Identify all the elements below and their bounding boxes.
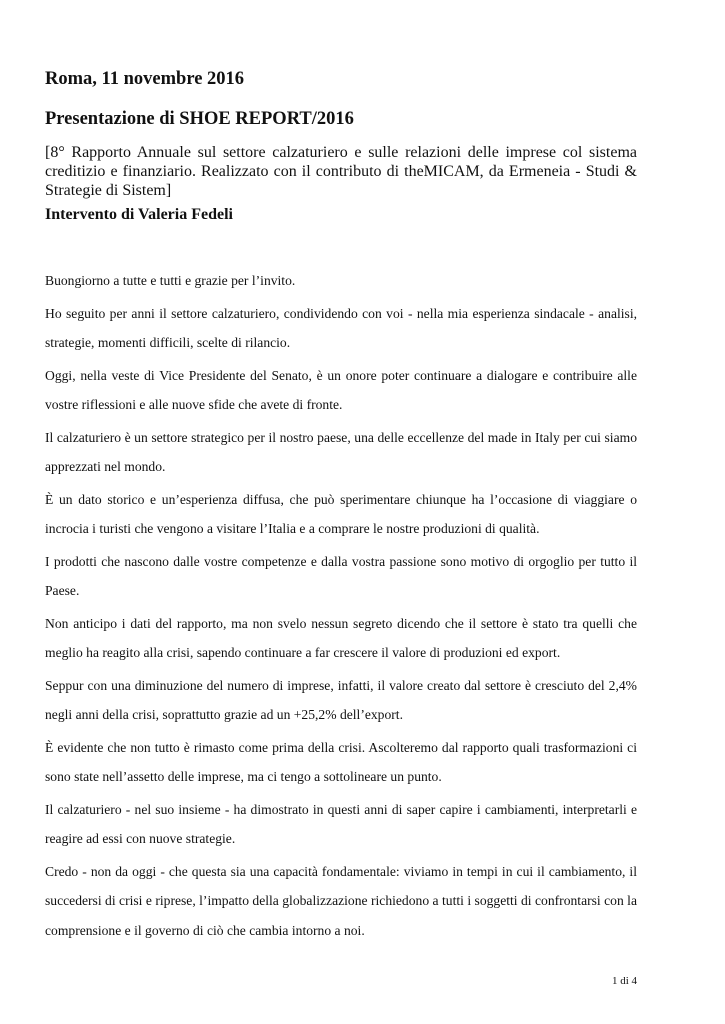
paragraph: Non anticipo i dati del rapporto, ma non svelo nessun segreto dicendo che il settore è stato tra quelli che meglio ha reagito alla crisi, sapendo continuare a far crescere il valore di produzioni ed export. xyxy=(45,615,637,660)
page-number: 1 di 4 xyxy=(611,975,637,987)
paragraph: Oggi, nella veste di Vice Presidente del Senato, è un onore poter continuare a dialogare e contribuire alle vostre riflessioni e alle nuove sfide che avete di fronte. xyxy=(45,367,637,412)
paragraph: Ho seguito per anni il settore calzaturiero, condividendo con voi - nella mia esperienza sindacale - analisi, strategie, momenti difficili, scelte di rilancio. xyxy=(45,305,637,350)
paragraph: Seppur con una diminuzione del numero di imprese, infatti, il valore creato dal settore è cresciuto del 2,4% negli anni della crisi, soprattutto grazie ad un +25,2% dell’export. xyxy=(45,677,637,722)
document-page xyxy=(45,66,637,948)
paragraph: I prodotti che nascono dalle vostre competenze e dalla vostra passione sono motivo di orgoglio per tutto il Paese. xyxy=(45,553,637,598)
paragraph: È evidente che non tutto è rimasto come prima della crisi. Ascolteremo dal rapporto quali trasformazioni ci sono state nell’assetto delle imprese, ma ci tengo a sottolineare un punto. xyxy=(45,739,637,784)
document-title: Presentazione di SHOE REPORT/2016 xyxy=(45,109,354,129)
paragraph: Il calzaturiero è un settore strategico per il nostro paese, una delle eccellenze del made in Italy per cui siamo apprezzati nel mondo. xyxy=(45,429,637,474)
date-line: Roma, 11 novembre 2016 xyxy=(45,69,245,89)
paragraph: È un dato storico e un’esperienza diffusa, che può sperimentare chiunque ha l’occasione di viaggiare o incrocia i turisti che vengono a visitare l’Italia e a comprare le nostre produzioni di qualità. xyxy=(45,491,637,536)
paragraph: Buongiorno a tutte e tutti e grazie per l’invito. xyxy=(45,273,296,288)
paragraph: Il calzaturiero - nel suo insieme - ha dimostrato in questi anni di saper capire i cambiamenti, interpretarli e reagire ad essi con nuove strategie. xyxy=(45,801,637,846)
paragraph: Credo - non da oggi - che questa sia una capacità fondamentale: viviamo in tempi in cui il cambiamento, il succedersi di crisi e riprese, l’impatto della globalizzazione richiedono a tutti i soggetti di confrontarsi con la comprensione e il governo di ciò che cambia intorno a noi. xyxy=(45,863,637,938)
speaker-line: Intervento di Valeria Fedeli xyxy=(45,206,233,223)
document-subtitle: [8° Rapporto Annuale sul settore calzaturiero e sulle relazioni delle imprese col sistema creditizio e finanziario. Realizzato con il contributo di theMICAM, da Ermeneia - Studi & Strategie di Sistem] xyxy=(45,144,637,199)
